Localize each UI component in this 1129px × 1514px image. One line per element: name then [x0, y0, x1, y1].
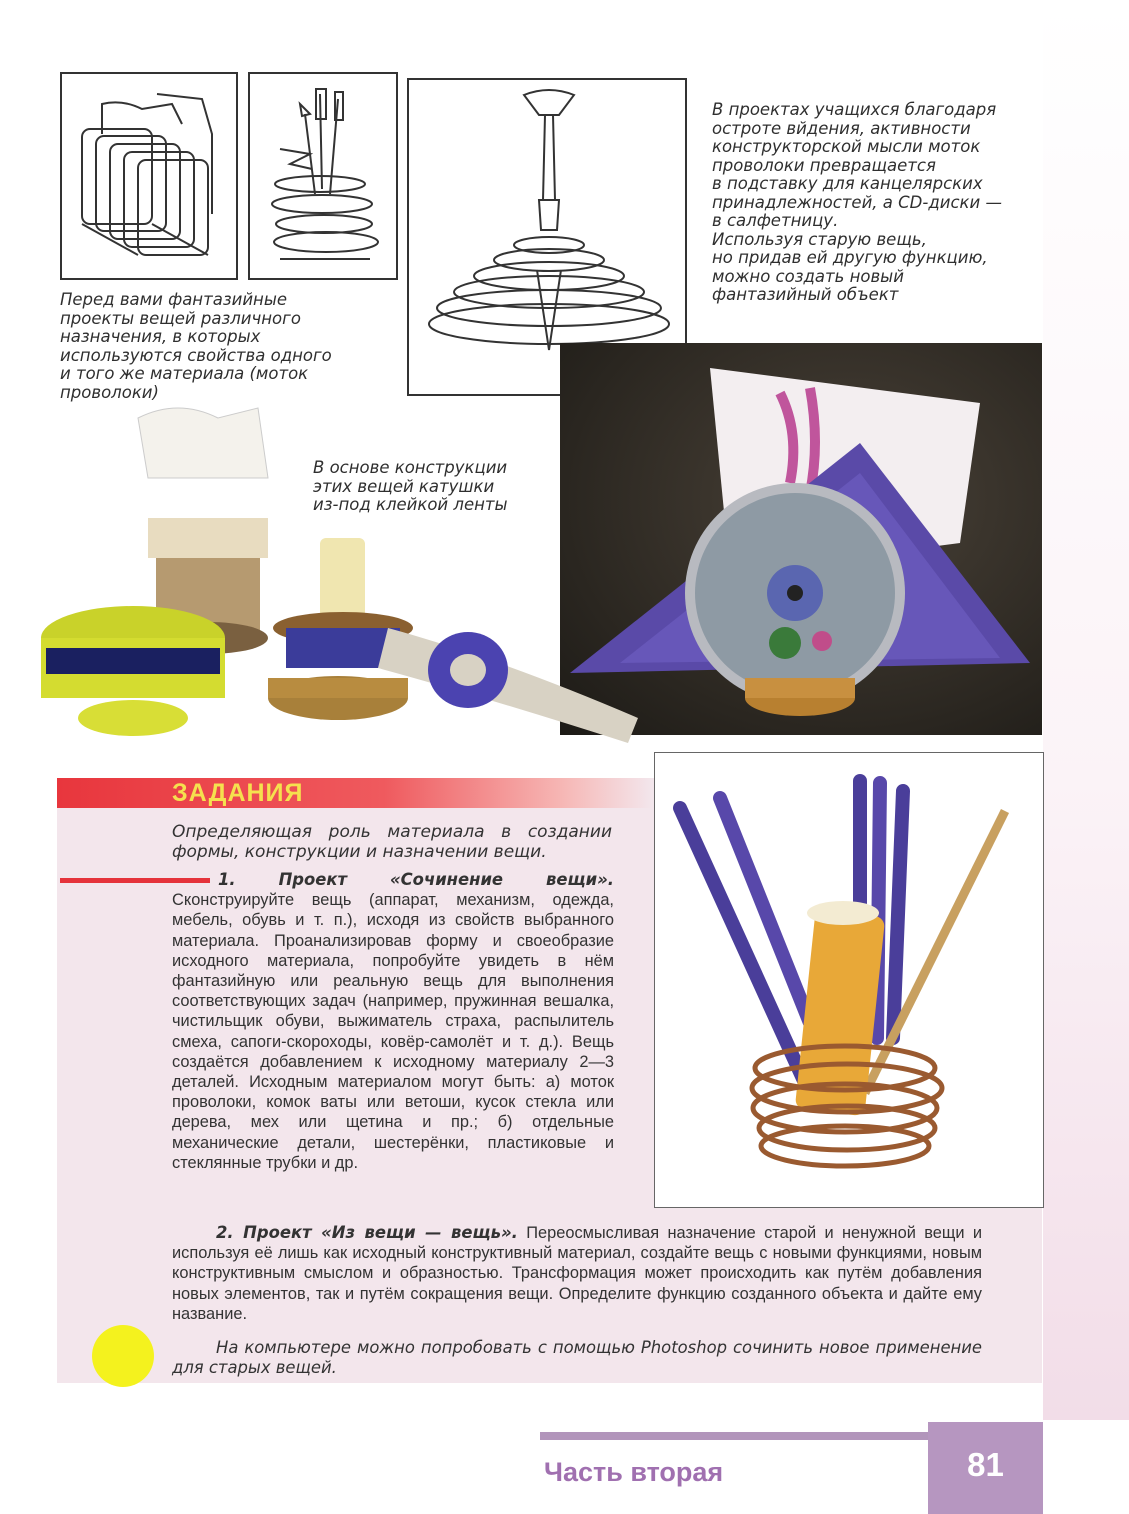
- computer-note-marker: [92, 1325, 154, 1387]
- project-2-paragraph: [172, 1223, 982, 1324]
- footer-rule: [540, 1432, 960, 1440]
- computer-note: На компьютере можно попробовать с помощью Photoshop сочинить новое применение для старых вещей.: [172, 1338, 982, 1378]
- page-number: 81: [967, 1446, 1004, 1483]
- project-1-title: 1. Проект «Сочинение вещи».: [218, 870, 614, 889]
- toothbrush-holder-drawing: [250, 74, 396, 278]
- tasks-header-bar: [57, 778, 652, 808]
- sketch-toothbrush-holder: [248, 72, 398, 280]
- caption-student-projects: В проектах учащихся благодаря остроте вйдения, активности конструкторской мысли моток проволоки превращается в подставку для канцелярских принадлежностей, а CD-диски — в салфетницу. Используя старую вещь, но придав ей другую функцию, можно создать новый фантазийный объект: [712, 100, 1002, 304]
- paper-organizer-drawing: [62, 74, 236, 278]
- footer-part-label: Часть вторая: [544, 1457, 724, 1487]
- tasks-intro: Определяющая роль материала в создании формы, конструкции и назначении вещи.: [172, 822, 612, 863]
- project-1-paragraph: [172, 870, 614, 1173]
- pencil-holder-illustration: [655, 753, 1041, 1205]
- sketch-paper-organizer: [60, 72, 238, 280]
- project-1-text: Сконструируйте вещь (аппарат, механизм, одежда, мебель, обувь и т. п.), исходя из свойств выбранного материала. Проанализировав форму и своеобразие исходного материала, попробуйте увидеть в нём фантазийную или реальную вещь для выполнения соответствующих задач (например, пружинная вешалка, чистильщик обуви, выжиматель страха, распылитель смеха, сапоги-скороходы, ковёр-самолёт и т. д.). Вещь создаётся добавлением к исходному материалу 2—3 деталей. Исходным материалом могут быть: а) моток проволоки, комок ваты или ветоши, кусок стекла или дерева, мех или щетина и пр.; б) отдельные механические детали, шестерёнки, пластиковые и стеклянные трубки и др.: [172, 891, 614, 1172]
- caption-spool-base: В основе конструкции этих вещей катушки из-под клейкой ленты: [313, 458, 508, 514]
- tasks-title: ЗАДАНИЯ: [172, 779, 304, 807]
- page-side-gradient: [1043, 0, 1129, 1420]
- spool-objects-illustration: [28, 398, 658, 758]
- photo-pencil-holder: [654, 752, 1044, 1208]
- project-2-title: 2. Проект «Из вещи — вещь».: [216, 1223, 518, 1242]
- project-2-text: Переосмысливая назначение старой и ненужной вещи и используя её лишь как исходный конструктивный материал, создайте вещь с новыми функциями, новым конструктивным смыслом и образностью. Трансформация может происходить как путём добавления новых элементов, так и путём сокращения вещи. Определите функцию созданного объекта и дайте ему название.: [172, 1224, 983, 1323]
- caption-fantasy-projects: Перед вами фантазийные проекты вещей различного назначения, в которых используются свойства одного и того же материала (моток проволоки): [60, 290, 332, 402]
- photo-spool-objects: [28, 398, 658, 758]
- project-1-marker-line: [60, 878, 210, 883]
